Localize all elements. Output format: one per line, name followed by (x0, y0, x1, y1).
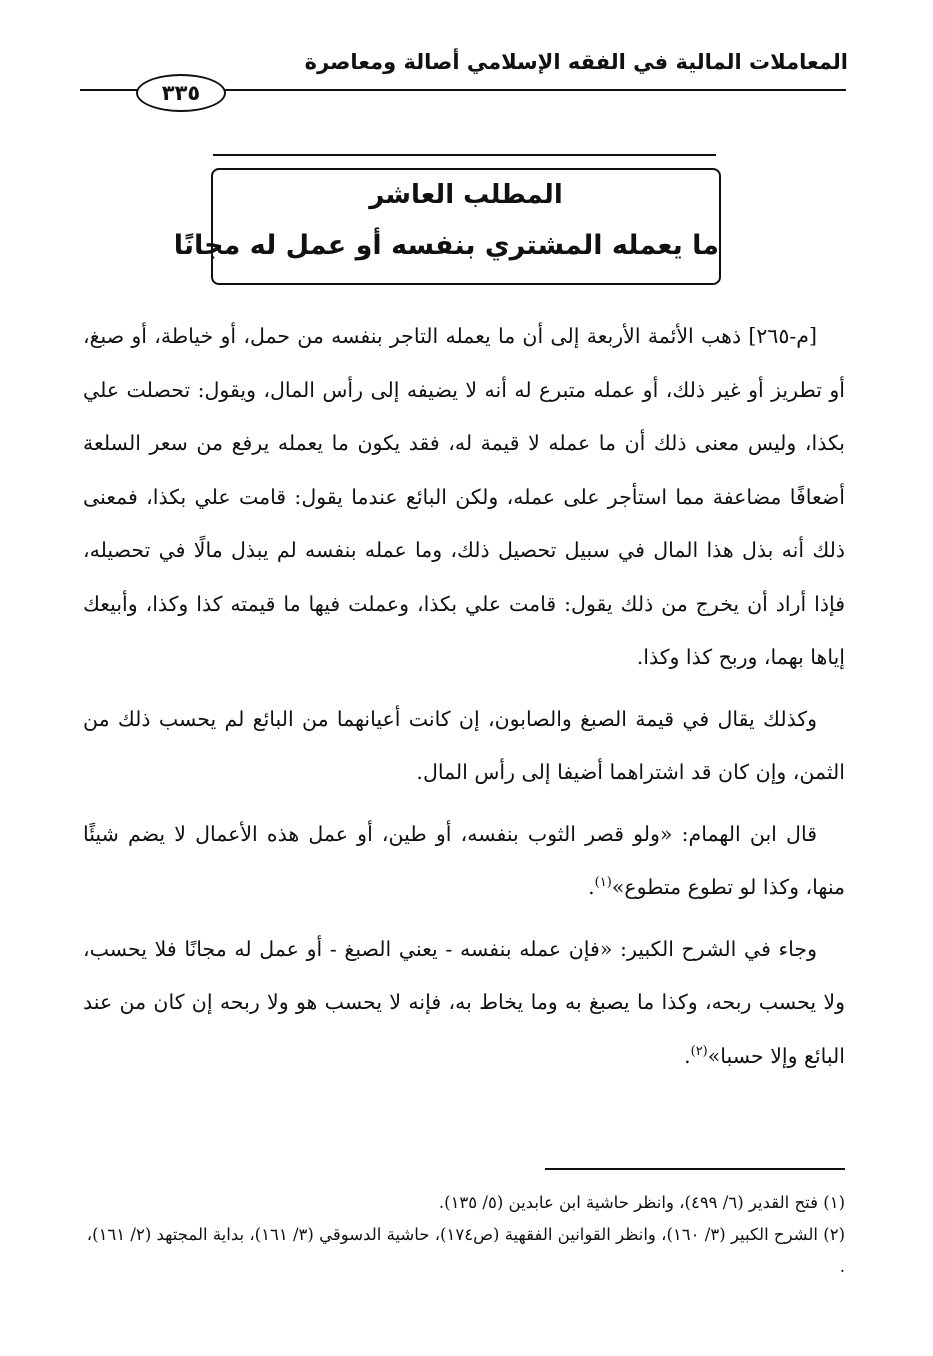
paragraph-3-end: . (588, 875, 595, 899)
footnote-2: (٢) الشرح الكبير (٣/ ١٦٠)، وانظر القوانين الفقهية (ص١٧٤)، حاشية الدسوقي (٣/ ١٦١)، بداية المجتهد (٢/ ١٦١)، . (86, 1225, 845, 1276)
paragraph-4-text: وجاء في الشرح الكبير: «فإن عمله بنفسه - يعني الصبغ - أو عمل له مجانًا فلا يحسب، ولا يحسب ربحه، وكذا ما يصبغ به وما يخاط به، فإنه لا يحسب هو ولا ربحه إن كان من عند البائع وإلا حسبا» (83, 936, 845, 1068)
section-heading: المطلب العاشر (369, 180, 563, 210)
footnote-ref-2: (٢) (690, 1043, 708, 1059)
paragraph-3-text: قال ابن الهمام: «ولو قصر الثوب بنفسه، أو طين، أو عمل هذه الأعمال لا يضم شيئًا منها، وكذا لو تطوع متطوع» (83, 821, 845, 899)
paragraph-2: وكذلك يقال في قيمة الصبغ والصابون، إن كانت أعيانهما من البائع لم يحسب ذلك من الثمن، وإن كان قد اشتراهما أضيفا إلى رأس المال. (83, 706, 845, 784)
paragraph-1: [م-٢٦٥] ذهب الأئمة الأربعة إلى أن ما يعمله التاجر بنفسه من حمل، أو خياطة، أو صبغ، أو تطريز أو غير ذلك، أو عمله متبرع له أنه لا يضيفه إلى رأس المال، ويقول: تحصلت علي بكذا، وليس معنى ذلك أن ما عمله لا قيمة له، فقد يكون ما يعمله يرفع من سعر السلعة أضعافًا مضاعفة مما استأجر على عمله، ولكن البائع عندما يقول: قامت علي بكذا، فمعنى ذلك أنه بذل هذا المال في سبيل تحصيل ذلك، وما عمله بنفسه لم يبذل مالًا في تحصيله، فإذا أراد أن يخرج من ذلك يقول: قامت علي بكذا، وعملت فيها ما قيمته كذا وكذا، وأبيعك إياها بهما، وربح كذا وكذا. (83, 324, 845, 669)
paragraph-3 (83, 808, 845, 915)
page-number: ٣٣٥ (136, 74, 226, 112)
running-header-title: المعاملات المالية في الفقه الإسلامي أصالة ومعاصرة (304, 50, 848, 74)
paragraph-4 (83, 923, 845, 1084)
footnote-ref-1: (١) (594, 875, 612, 891)
body-text (83, 310, 845, 1091)
section-subheading: ما يعمله المشتري بنفسه أو عمل له مجانًا (173, 230, 719, 261)
footnote-separator (545, 1168, 845, 1170)
footnote-1: (١) فتح القدير (٦/ ٤٩٩)، وانظر حاشية ابن عابدين (٥/ ١٣٥). (438, 1193, 845, 1212)
title-top-rule (213, 154, 716, 156)
section-title-box (173, 168, 721, 285)
footnotes (83, 1187, 845, 1283)
paragraph-4-end: . (684, 1043, 691, 1068)
